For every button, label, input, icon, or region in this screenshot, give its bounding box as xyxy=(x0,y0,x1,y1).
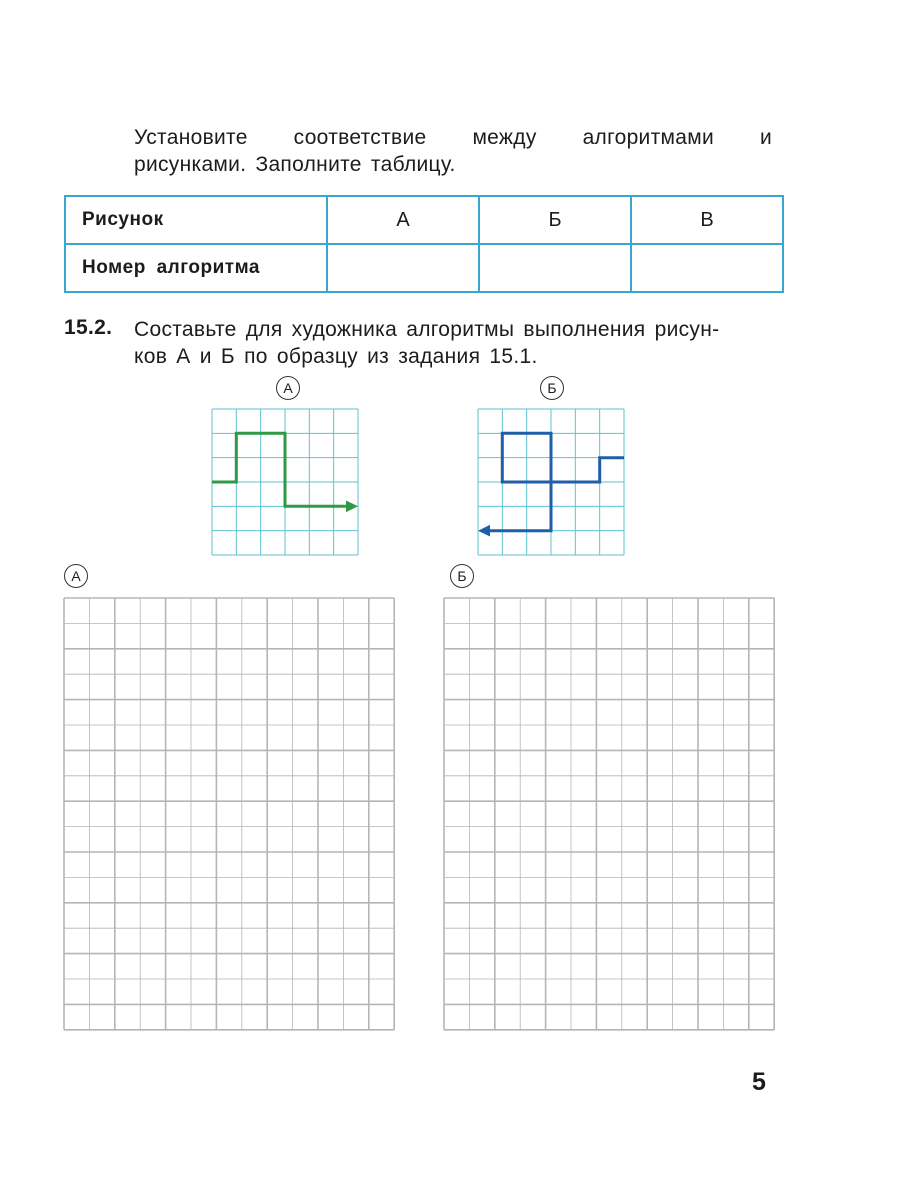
table-row xyxy=(65,196,783,244)
page-number: 5 xyxy=(752,1068,766,1096)
intro-line-2: рисунками. Заполните таблицу. xyxy=(134,153,456,176)
figure-a-path xyxy=(212,433,350,506)
table-row xyxy=(65,244,783,292)
answer-grid-a-label: А xyxy=(64,564,88,588)
answer-cell-a[interactable] xyxy=(327,244,479,292)
column-header-b: Б xyxy=(479,196,631,244)
row-header-algorithm-number: Номер алгоритма xyxy=(65,244,327,292)
task-number: 15.2. xyxy=(64,316,113,339)
row-header-picture: Рисунок xyxy=(65,196,327,244)
answer-grid-b-label: Б xyxy=(450,564,474,588)
answer-grid-b[interactable] xyxy=(444,598,774,1028)
answer-cell-v[interactable] xyxy=(631,244,783,292)
intro-line-1 xyxy=(134,124,772,151)
intro-word: алгоритмами xyxy=(582,126,714,149)
arrow-left-icon xyxy=(478,525,490,537)
column-header-v: В xyxy=(631,196,783,244)
intro-word: соответствие xyxy=(293,126,427,149)
intro-word: между xyxy=(472,126,537,149)
figure-b-label: Б xyxy=(540,376,564,400)
answer-grid-a[interactable] xyxy=(64,598,394,1028)
intro-word: и xyxy=(759,126,772,149)
arrow-right-icon xyxy=(346,501,358,513)
figure-b-drawing xyxy=(478,409,624,555)
matching-table xyxy=(64,195,784,293)
figure-a-drawing xyxy=(212,409,358,555)
intro-word: Установите xyxy=(134,126,248,149)
column-header-a: А xyxy=(327,196,479,244)
task-text xyxy=(134,316,774,370)
task-line-1: Составьте для художника алгоритмы выполнения рисун- xyxy=(134,318,720,341)
task-line-2: ков А и Б по образцу из задания 15.1. xyxy=(134,345,538,368)
figure-a-label: А xyxy=(276,376,300,400)
intro-text xyxy=(134,124,772,178)
answer-cell-b[interactable] xyxy=(479,244,631,292)
